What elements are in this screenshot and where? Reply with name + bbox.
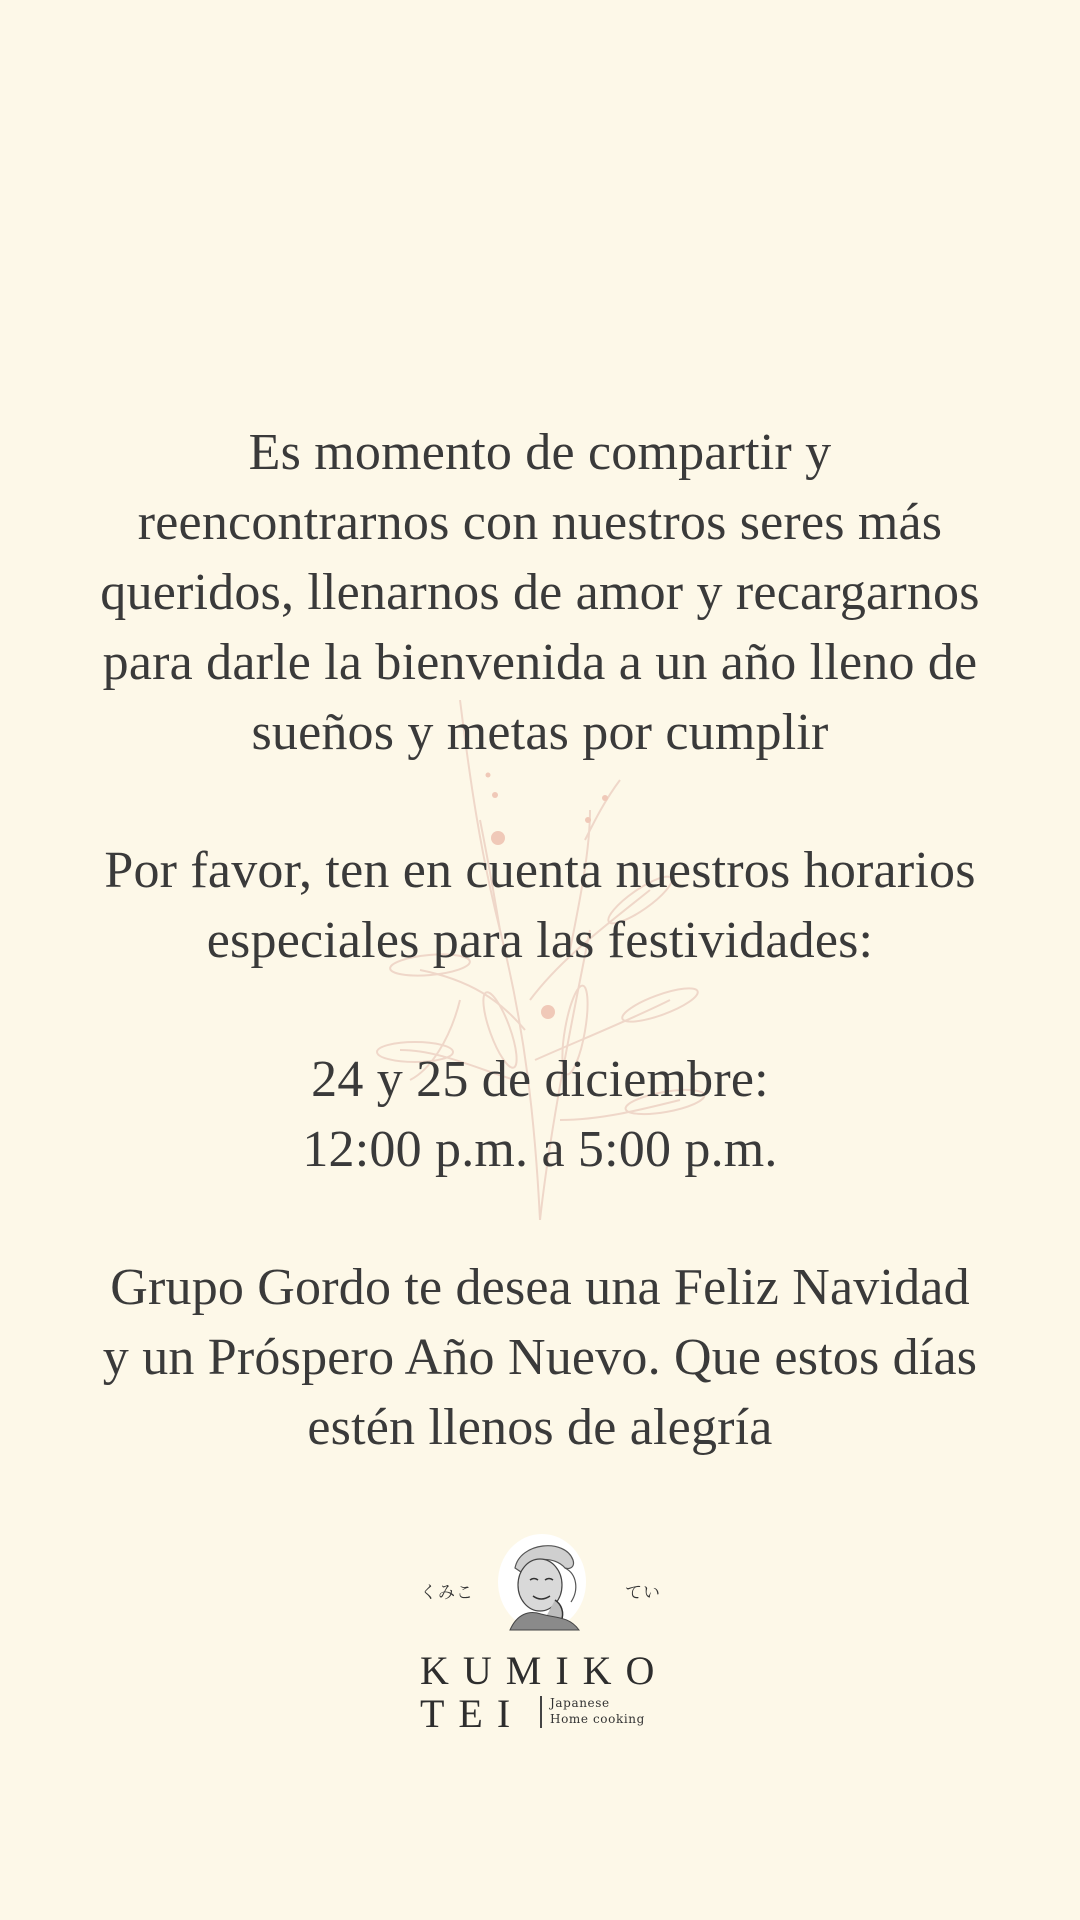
holiday-dates: 24 y 25 de diciembre: [311,1051,769,1108]
holiday-times: 12:00 p.m. a 5:00 p.m. [302,1121,778,1178]
logo-kana-left: くみこ [420,1583,474,1603]
greeting-line: Grupo Gordo te desea una Feliz Navidad [110,1259,970,1316]
intro-line: Es momento de compartir y [248,424,832,481]
logo-brand-line1: KUMIKO [420,1648,669,1693]
chef-portrait-icon [495,1530,590,1635]
logo-tagline [550,1695,645,1727]
logo-brand-line2: TEI [420,1691,525,1736]
logo-divider [540,1696,542,1728]
intro-line: reencontrarnos con nuestros seres más [137,494,943,551]
logo-tagline-line1: Japanese [550,1696,610,1710]
logo-kana-right: てい [625,1583,661,1603]
greeting-paragraph [40,1253,1040,1463]
intro-line: queridos, llenarnos de amor y recargarnos [100,564,980,621]
intro-line: sueños y metas por cumplir [251,704,829,761]
greeting-line: y un Próspero Año Nuevo. Que estos días [102,1329,978,1386]
intro-line: para darle la bienvenida a un año lleno de [102,634,978,691]
schedule-notice-line: especiales para las festividades: [206,912,874,969]
logo-tagline-line2: Home cooking [550,1712,645,1726]
greeting-line: estén llenos de alegría [307,1399,773,1456]
intro-paragraph [40,418,1040,768]
schedule-notice-line: Por favor, ten en cuenta nuestros horarios [104,842,976,899]
kumiko-tei-logo [400,1520,680,1740]
holiday-hours [40,1045,1040,1185]
schedule-notice-paragraph [40,836,1040,976]
